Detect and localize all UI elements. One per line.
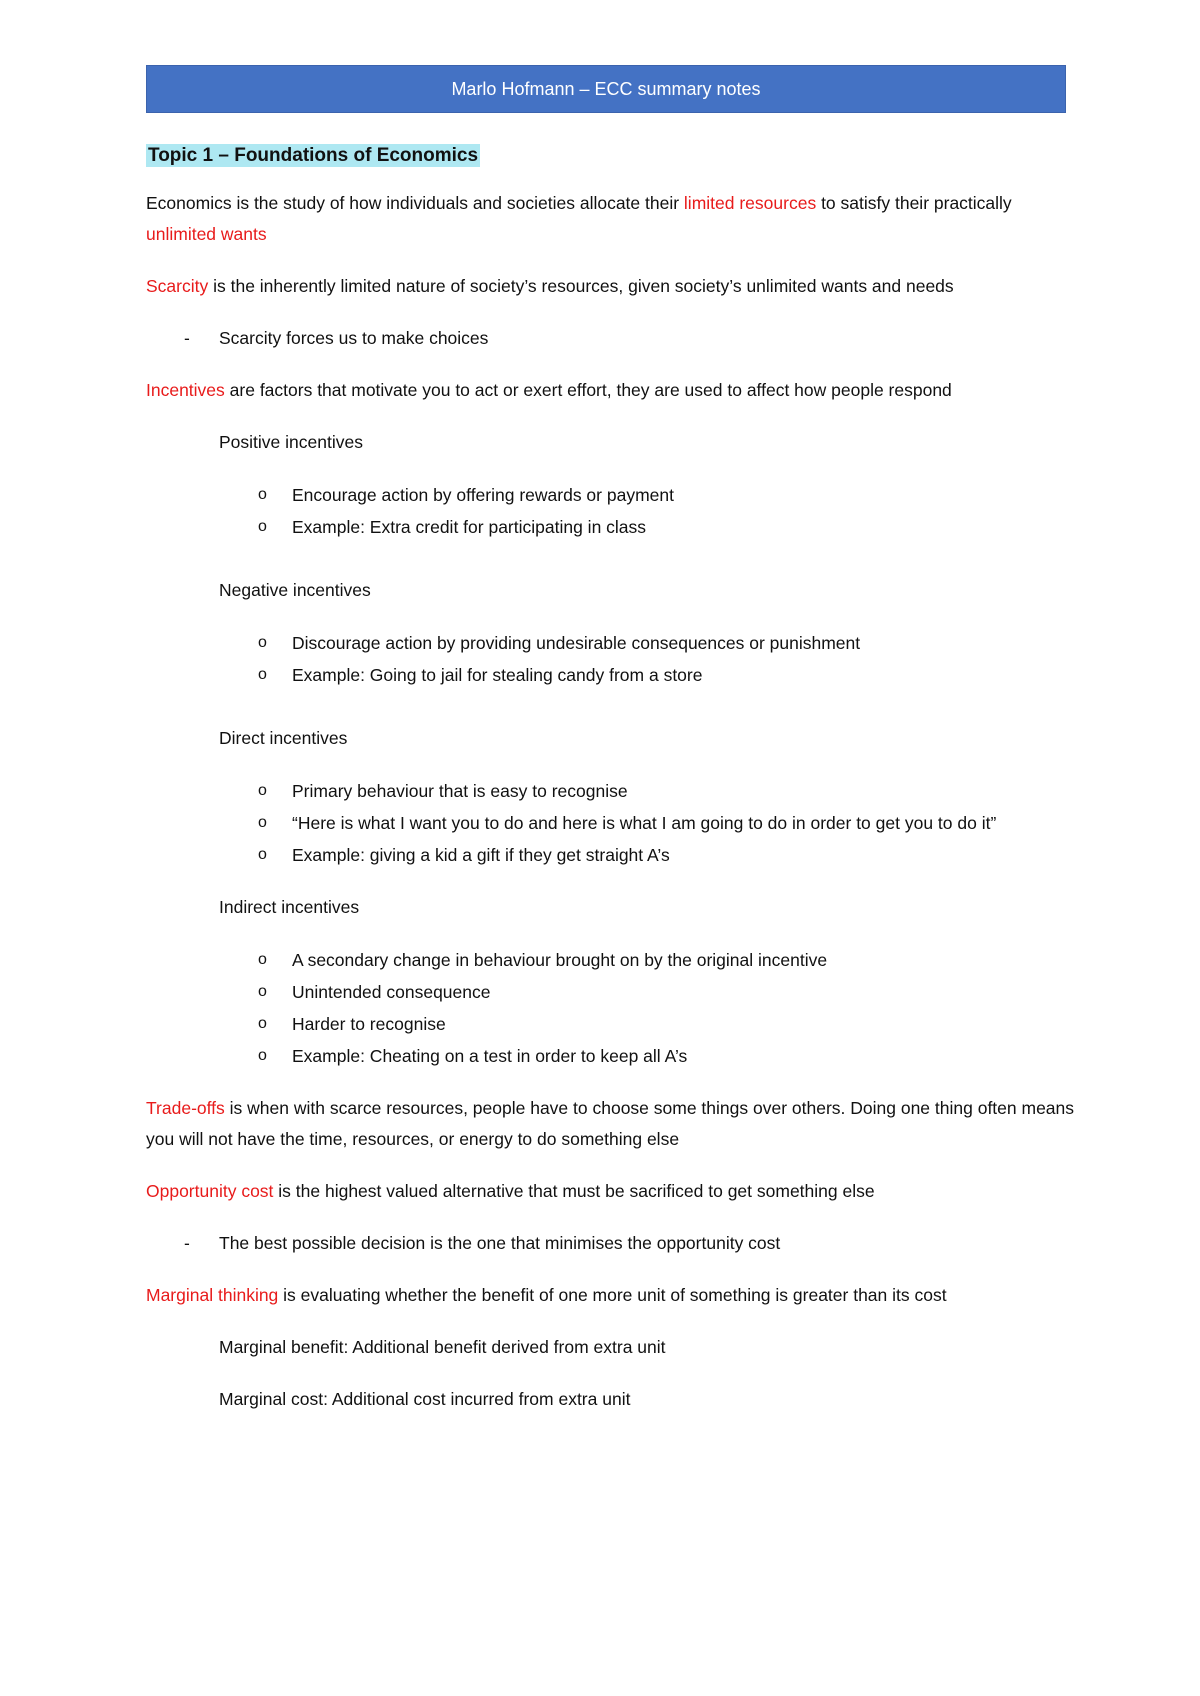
list-item: o Unintended consequence — [146, 976, 1076, 1008]
def-text-2: to satisfy their practically — [816, 193, 1012, 213]
term-incentives: Incentives — [146, 380, 225, 400]
negative-incentives-heading: Negative incentives — [219, 580, 371, 600]
list-item: o Discourage action by providing undesirable consequences or punishment — [146, 627, 1076, 659]
marginal-thinking-text: is evaluating whether the benefit of one more unit of something is greater than its cost — [278, 1285, 947, 1305]
indirect-incentives-heading: Indirect incentives — [219, 897, 360, 917]
tradeoffs-text: is when with scarce resources, people have to choose some things over others. Doing one thing often means you will not have the time, resources, or energy to do something else — [146, 1098, 1075, 1149]
marginal-cost: Marginal cost: Additional cost incurred from extra unit — [219, 1389, 631, 1409]
incentives-definition — [146, 375, 1076, 406]
tradeoffs-definition — [146, 1093, 1076, 1155]
direct-incentives-list — [146, 775, 1076, 871]
opportunity-cost-bullets — [146, 1228, 1076, 1259]
positive-incentives-list — [146, 479, 1076, 543]
term-marginal-thinking: Marginal thinking — [146, 1285, 279, 1305]
list-item: o Example: Cheating on a test in order to keep all A’s — [146, 1040, 1076, 1072]
negative-incentives-list — [146, 627, 1076, 691]
term-unlimited-wants: unlimited wants — [146, 224, 267, 244]
indirect-incentives-list — [146, 944, 1076, 1072]
opportunity-cost-definition — [146, 1176, 1076, 1207]
list-item: o Harder to recognise — [146, 1008, 1076, 1040]
scarcity-text: is the inherently limited nature of society’s resources, given society’s unlimited wants and needs — [208, 276, 954, 296]
topic-title-text: Topic 1 – Foundations of Economics — [148, 145, 479, 166]
opportunity-cost-text: is the highest valued alternative that must be sacrificed to get something else — [273, 1181, 875, 1201]
list-item: - Scarcity forces us to make choices — [146, 323, 1076, 354]
list-item: o Example: Going to jail for stealing candy from a store — [146, 659, 1076, 691]
list-item: - The best possible decision is the one that minimises the opportunity cost — [146, 1228, 1076, 1259]
list-item: o A secondary change in behaviour brought on by the original incentive — [146, 944, 1076, 976]
term-limited-resources: limited resources — [683, 193, 817, 213]
marginal-thinking-definition — [146, 1280, 1076, 1311]
incentives-text: are factors that motivate you to act or exert effort, they are used to affect how people respond — [224, 380, 952, 400]
positive-incentives-heading: Positive incentives — [219, 432, 363, 452]
marginal-benefit: Marginal benefit: Additional benefit derived from extra unit — [219, 1337, 666, 1357]
def-text-1: Economics is the study of how individuals and societies allocate their — [146, 193, 684, 213]
direct-incentives-heading: Direct incentives — [219, 728, 348, 748]
list-item: o “Here is what I want you to do and here is what I am going to do in order to get you to do it” — [146, 807, 1076, 839]
list-item: o Example: giving a kid a gift if they get straight A’s — [146, 839, 1076, 871]
header-title: Marlo Hofmann – ECC summary notes — [451, 79, 761, 99]
economics-definition — [146, 188, 1076, 250]
list-item: o Encourage action by offering rewards or payment — [146, 479, 1076, 511]
scarcity-definition — [146, 271, 1076, 302]
page-header — [146, 65, 1066, 113]
list-item: o Primary behaviour that is easy to recognise — [146, 775, 1076, 807]
topic-title — [146, 145, 1076, 167]
term-scarcity: Scarcity — [146, 276, 209, 296]
scarcity-bullets — [146, 323, 1076, 354]
document-body — [146, 145, 1076, 1436]
term-opportunity-cost: Opportunity cost — [146, 1181, 274, 1201]
term-tradeoffs: Trade-offs — [146, 1098, 225, 1118]
list-item: o Example: Extra credit for participating in class — [146, 511, 1076, 543]
